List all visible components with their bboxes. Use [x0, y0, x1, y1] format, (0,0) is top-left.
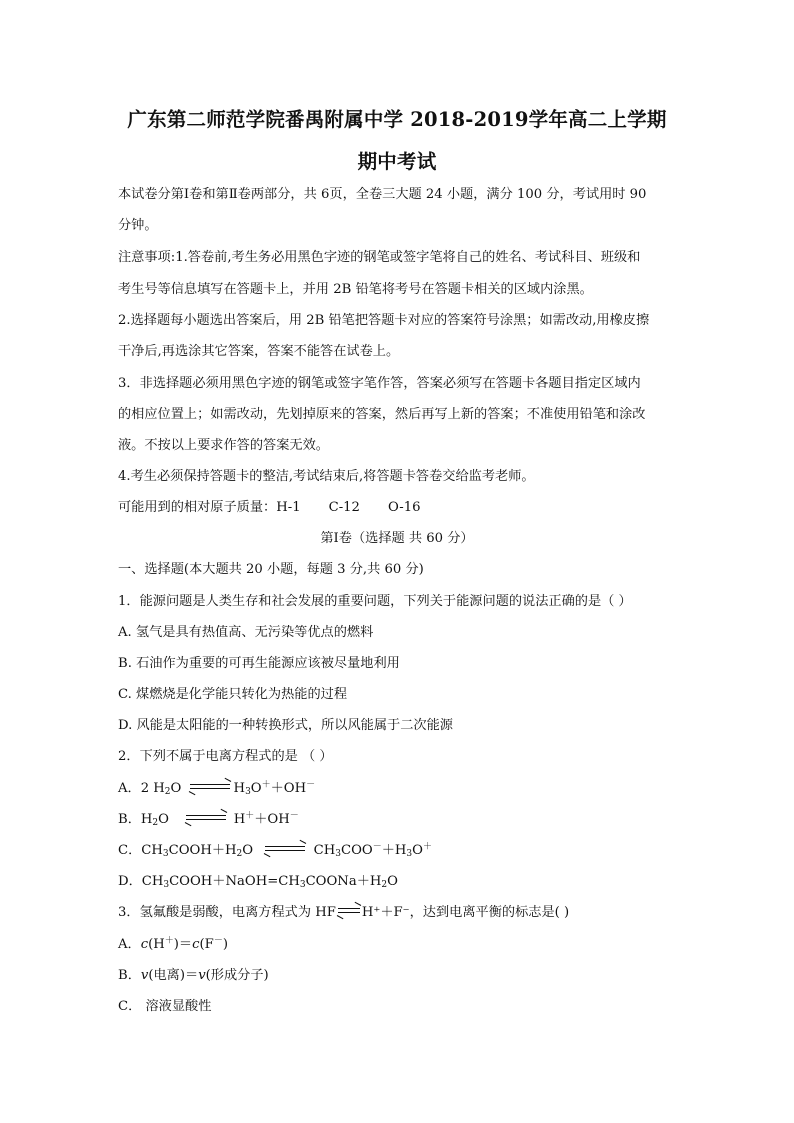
note-3b: 的相应位置上；如需改动，先划掉原来的答案，然后再写上新的答案；不准使用铅笔和涂改 [118, 407, 646, 422]
q3-b-text2: (形成分子) [205, 968, 269, 983]
q3-stem-pre: 3．氢氟酸是弱酸，电离方程式为 HF [118, 905, 336, 920]
q3-option-a: A．c(H＋)＝c(F－) [118, 936, 228, 952]
q2-b-label: B．H [118, 812, 153, 827]
q2-a-label: A．2 H [118, 781, 165, 796]
q1-option-c: C. 煤燃烧是化学能只转化为热能的过程 [118, 687, 348, 702]
atomic-mass-c: C-12 [328, 500, 360, 515]
atomic-mass-o: O-16 [387, 500, 421, 515]
intro-line-1: 本试卷分第Ⅰ卷和第Ⅱ卷两部分，共 6页，全卷三大题 24 小题，满分 100 分，考试用时 90 [118, 187, 647, 202]
q2-c-label: C．CH [118, 843, 163, 858]
q2-option-a: A．2 $H_2O$ $H_3O^++OH^-$ [118, 780, 688, 798]
note-4: 4.考生必须保持答题卡的整洁,考试结束后,将答题卡答卷交给监考老师。 [118, 469, 535, 484]
note-1a: 注意事项:1.答卷前,考生务必用黑色字迹的钢笔或签字笔将自己的姓名、考试科目、班级和 [118, 250, 641, 265]
q1-stem: 1．能源问题是人类生存和社会发展的重要问题，下列关于能源问题的说法正确的是（ ） [118, 594, 632, 609]
q1-option-a: A. 氢气是具有热值高、无污染等优点的燃料 [118, 625, 374, 640]
note-3c: 液。不按以上要求作答的答案无效。 [118, 438, 329, 453]
q3-b-label: B． [118, 968, 141, 983]
q1-option-b: B. 石油作为重要的可再生能源应该被尽量地利用 [118, 656, 400, 671]
exam-title-line2: 期中考试 [357, 150, 437, 173]
q2-option-b: B．$H_2O$ H＋＋OH－ [118, 811, 688, 829]
note-2a: 2.选择题每小题选出答案后，用 2B 铅笔把答题卡对应的答案符号涂黑；如需改动,用橡皮擦 [118, 313, 650, 328]
note-2b: 干净后,再选涂其它答案，答案不能答在试卷上。 [118, 344, 400, 359]
q3-stem [118, 904, 688, 922]
section-heading: 第Ⅰ卷（选择题 共 60 分） [320, 531, 474, 546]
q2-stem: 2．下列不属于电离方程式的是 （ ） [118, 749, 333, 764]
atomic-mass-line [118, 499, 688, 517]
intro-line-2: 分钟。 [118, 218, 158, 233]
q3-option-c: C． 溶液显酸性 [118, 999, 212, 1014]
q1-option-d: D. 风能是太阳能的一种转换形式，所以风能属于二次能源 [118, 718, 453, 733]
note-3a: 3．非选择题必须用黑色字迹的钢笔或签字笔作答，答案必须写在答题卡各题目指定区域内 [118, 376, 641, 391]
q2-option-c: C．$CH_3COOH+H_2O$ $CH_3COO^-+H_3O^+$ [118, 842, 688, 860]
q2-d-label: D．CH [118, 874, 164, 889]
equilibrium-arrow-icon [190, 781, 230, 791]
q3-a-label: A． [118, 937, 141, 952]
equilibrium-arrow-icon [265, 843, 305, 853]
note-1b: 考生号等信息填写在答题卡上，并用 2B 铅笔将考号在答题卡相关的区域内涂黑。 [118, 282, 593, 297]
exam-title-line1: 广东第二师范学院番禺附属中学 2018-2019学年高二上学期 [127, 108, 667, 131]
part-one-heading: 一、选择题(本大题共 20 小题，每题 3 分,共 60 分) [118, 562, 424, 577]
equilibrium-arrow-icon [186, 812, 226, 822]
q3-b-text: (电离)＝ [148, 968, 199, 983]
q3-stem-post: H⁺＋F⁻，达到电离平衡的标志是( ) [361, 905, 570, 920]
atomic-mass-label: 可能用到的相对原子质量：H-1 [118, 500, 301, 515]
q2-option-d: D．$CH_3COOH+NaOH=CH_3COONa+H_2O$ [118, 874, 398, 890]
q3-option-b: B．v(电离)＝v(形成分子) [118, 968, 269, 983]
equilibrium-arrow-icon [338, 905, 360, 915]
